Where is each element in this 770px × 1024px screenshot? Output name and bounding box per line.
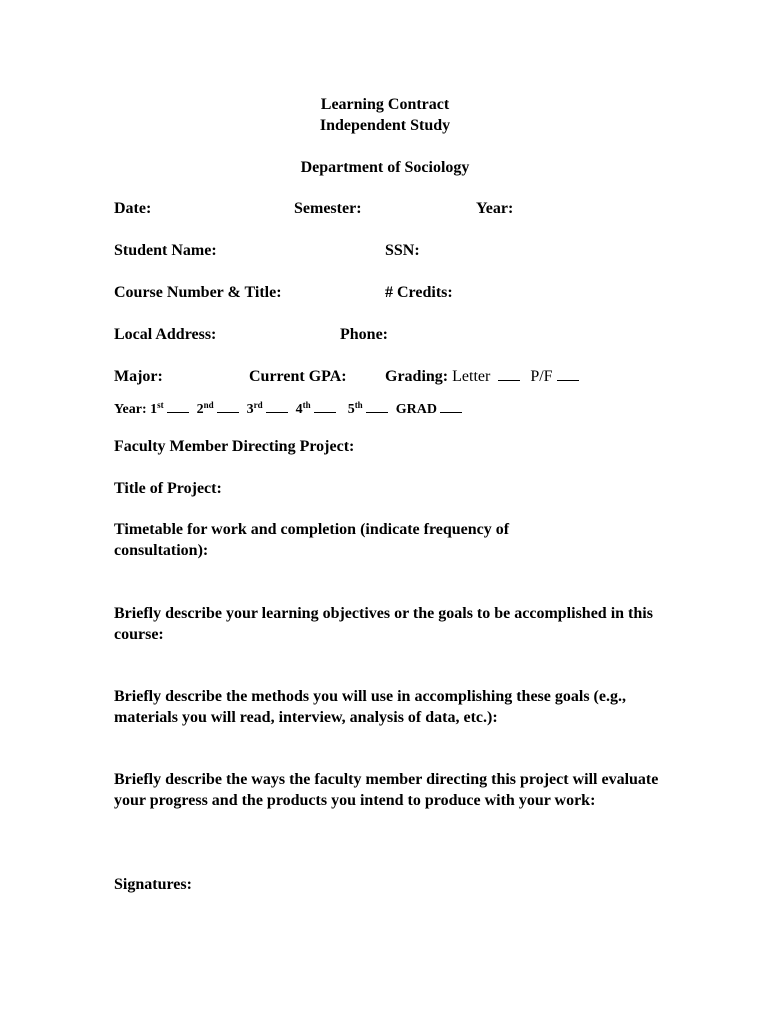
faculty-label: Faculty Member Directing Project: bbox=[114, 438, 355, 455]
semester-label: Semester: bbox=[294, 200, 362, 217]
date-label: Date: bbox=[114, 200, 152, 217]
phone-label: Phone: bbox=[340, 326, 388, 343]
year-level-2: 2nd bbox=[196, 400, 214, 417]
grading-letter-blank[interactable] bbox=[498, 367, 520, 381]
department-heading: Department of Sociology bbox=[300, 159, 470, 176]
title-line-1: Learning Contract bbox=[320, 96, 450, 113]
credits-label: # Credits: bbox=[385, 284, 453, 301]
grading-label: Grading: bbox=[385, 368, 449, 385]
year-level-1: 1st bbox=[150, 400, 164, 417]
grading-pf-blank[interactable] bbox=[557, 367, 579, 381]
project-title-label: Title of Project: bbox=[114, 480, 222, 497]
methods-question: Briefly describe the methods you will use in accomplishing these goals (e.g., materials you will read, interview, analysis of data, etc.): bbox=[114, 688, 626, 726]
year-level-row bbox=[114, 399, 462, 420]
grading-letter-label: Letter bbox=[452, 368, 491, 385]
objectives-question: Briefly describe your learning objectives or the goals to be accomplished in this course: bbox=[114, 605, 653, 643]
year-level-label: Year: bbox=[114, 402, 147, 417]
year-level-1-blank[interactable] bbox=[167, 399, 189, 413]
evaluation-question: Briefly describe the ways the faculty member directing this project will evaluate your progress and the products you intend to produce with your work: bbox=[114, 771, 659, 809]
timetable-question: Timetable for work and completion (indicate frequency of consultation): bbox=[114, 521, 510, 559]
course-label: Course Number & Title: bbox=[114, 284, 282, 301]
year-level-5: 5th bbox=[347, 400, 363, 417]
grading-row bbox=[385, 366, 579, 387]
year-level-5-blank[interactable] bbox=[366, 399, 388, 413]
grad-blank[interactable] bbox=[440, 399, 462, 413]
local-address-label: Local Address: bbox=[114, 326, 217, 343]
year-level-4-blank[interactable] bbox=[314, 399, 336, 413]
year-level-4: 4th bbox=[295, 400, 311, 417]
signatures-label: Signatures: bbox=[114, 876, 192, 893]
title-line-2: Independent Study bbox=[319, 117, 451, 134]
year-label: Year: bbox=[476, 200, 514, 217]
grad-label: GRAD bbox=[395, 402, 437, 417]
grading-pf-label: P/F bbox=[530, 368, 553, 385]
current-gpa-label: Current GPA: bbox=[249, 368, 347, 385]
year-level-3: 3rd bbox=[246, 400, 263, 417]
ssn-label: SSN: bbox=[385, 242, 420, 259]
year-level-2-blank[interactable] bbox=[217, 399, 239, 413]
student-name-label: Student Name: bbox=[114, 242, 217, 259]
major-label: Major: bbox=[114, 368, 163, 385]
year-level-3-blank[interactable] bbox=[266, 399, 288, 413]
